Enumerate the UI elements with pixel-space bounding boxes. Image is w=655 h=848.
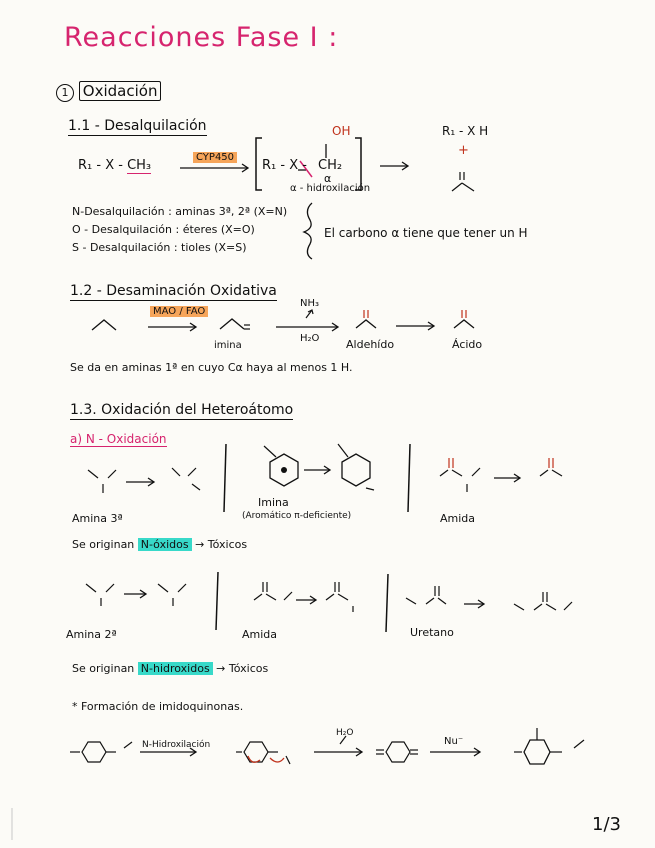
page-number: 1/3 bbox=[592, 814, 621, 835]
origin2-pre: Se originan bbox=[72, 662, 135, 675]
imina-note: (Aromático π-deficiente) bbox=[242, 511, 352, 521]
n-hidroxilacion-label: N-Hidroxilación bbox=[142, 740, 211, 750]
h2o-label-1: H₂O bbox=[300, 333, 320, 344]
page-title-text: Reacciones Fase I : bbox=[64, 22, 339, 53]
amina3-label: Amina 3ª bbox=[72, 512, 123, 525]
separator-1 bbox=[224, 444, 226, 512]
alpha-symbol: α bbox=[324, 172, 332, 185]
origin-nhidroxidos bbox=[72, 662, 268, 675]
origin2-post: → Tóxicos bbox=[216, 662, 269, 675]
oh-label: OH bbox=[332, 124, 351, 138]
origin-noxidos bbox=[72, 538, 247, 551]
intermediate-left: R₁ - X - bbox=[262, 158, 307, 173]
section-oxidacion-label: Oxidación bbox=[79, 81, 162, 101]
carbono-alpha-note: El carbono α tiene que tener un H bbox=[324, 226, 528, 240]
separator-2 bbox=[408, 444, 410, 512]
n-desalquilacion-note: N-Desalquilación : aminas 3ª, 2ª (X=N) bbox=[72, 205, 288, 218]
imidoquinonas-note: * Formación de imidoquinonas. bbox=[72, 700, 244, 713]
uretano-label: Uretano bbox=[410, 626, 454, 639]
heading-desalquilacion: 1.1 - Desalquilación bbox=[68, 118, 207, 134]
brace-desalquilacion bbox=[304, 203, 312, 259]
intermediate-ch2: CH₂ bbox=[318, 158, 343, 173]
nu-label: Nu⁻ bbox=[444, 736, 464, 747]
nhidroxidos-highlight: N-hidroxidos bbox=[138, 662, 213, 675]
section-number-badge: 1 bbox=[56, 84, 74, 102]
amina2-label: Amina 2ª bbox=[66, 628, 117, 641]
desaminacion-note: Se da en aminas 1ª en cuyo Cα haya al menos 1 H. bbox=[70, 361, 353, 374]
separator-4 bbox=[386, 574, 388, 632]
amine-chain bbox=[92, 320, 116, 330]
s-desalquilacion-note: S - Desalquilación : tioles (X=S) bbox=[72, 241, 247, 254]
h2o-label-2: H₂O bbox=[336, 728, 354, 738]
separator-3 bbox=[216, 572, 218, 630]
product-r1xh: R₁ - X H bbox=[442, 124, 489, 138]
plus-sign: + bbox=[458, 143, 469, 158]
origin1-pre: Se originan bbox=[72, 538, 135, 551]
o-desalquilacion-note: O - Desalquilación : éteres (X=O) bbox=[72, 223, 255, 236]
imina-label: imina bbox=[214, 340, 242, 351]
acido-label: Ácido bbox=[452, 338, 483, 351]
enzyme-mao-fao-badge: MAO / FAO bbox=[150, 306, 208, 317]
aldehido-label: Aldehído bbox=[346, 338, 395, 351]
reactant-left: R₁ - X - bbox=[78, 158, 123, 173]
noxidos-highlight: N-óxidos bbox=[138, 538, 192, 551]
enzyme-cyp450-badge: CYP450 bbox=[193, 152, 237, 163]
imina-label-2: Imina bbox=[258, 496, 289, 509]
sub-n-oxidacion: a) N - Oxidación bbox=[70, 432, 167, 446]
amida-label-2: Amida bbox=[242, 628, 278, 641]
reactant-ch3: CH₃ bbox=[127, 158, 152, 173]
origin1-post: → Tóxicos bbox=[195, 538, 248, 551]
amida-label-1: Amida bbox=[440, 512, 476, 525]
alpha-hidroxilacion-label: α - hidroxilación bbox=[290, 183, 371, 194]
heading-heteroatomo: 1.3. Oxidación del Heteroátomo bbox=[70, 402, 294, 418]
heading-desaminacion: 1.2 - Desaminación Oxidativa bbox=[70, 283, 277, 299]
nh3-label: NH₃ bbox=[300, 298, 320, 309]
